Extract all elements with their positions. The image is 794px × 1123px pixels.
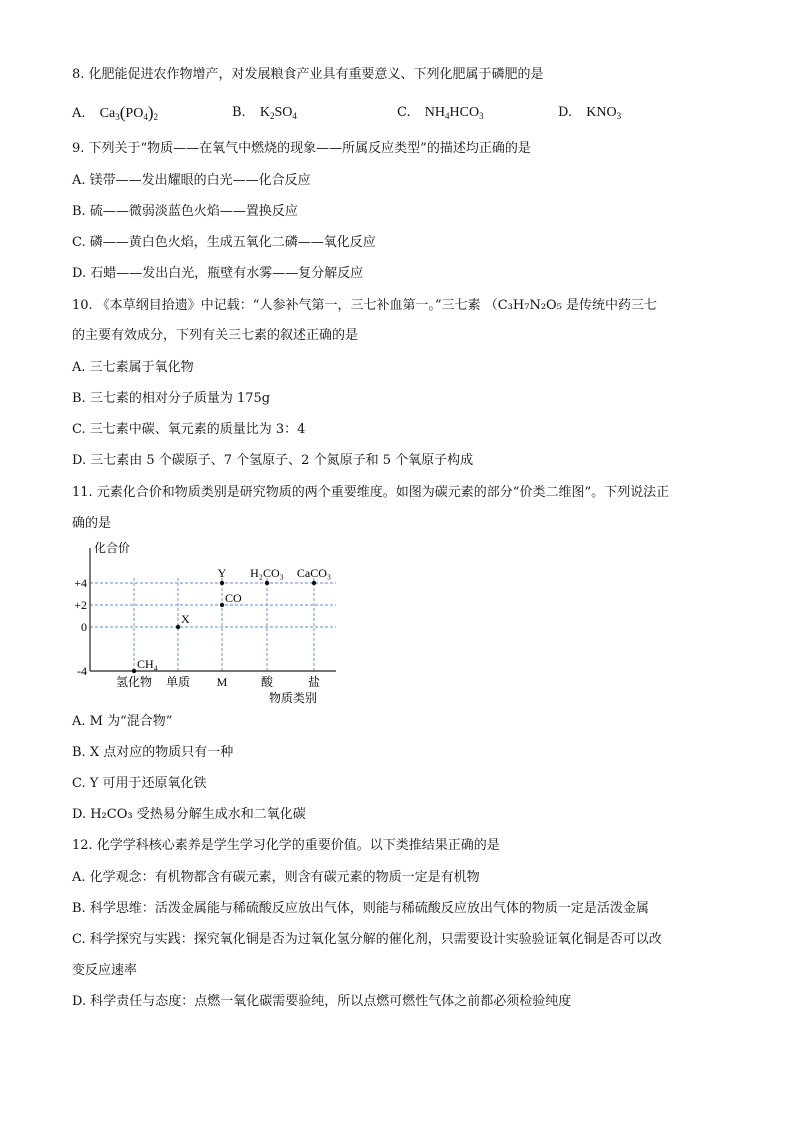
point-label: H₂CO₃: [250, 566, 284, 580]
q8-option-d-label: D.: [558, 105, 573, 120]
x-tick-label: 氢化物: [115, 675, 153, 689]
q12-stem: 12. 化学学科核心素养是学生学习化学的重要价值。以下类推结果正确的是: [72, 838, 500, 853]
data-point: [265, 581, 269, 585]
q8-option-b-formula: $K_2SO_4$: [259, 105, 297, 121]
y-tick-label: +4: [74, 576, 87, 590]
q8-option-b: [232, 104, 297, 125]
y-tick-label: 0: [81, 620, 87, 634]
q11-option-a: A. M 为“混合物”: [72, 714, 173, 729]
data-point: [220, 603, 224, 607]
valence-category-chart: [64, 538, 364, 710]
data-point: [176, 625, 180, 629]
q8-option-d: [558, 104, 621, 125]
q10-stem-line1: 10. 《本草纲目拾遗》中记载：“人参补气第一，三七补血第一。”三七素 （C₃H₇N₂O₅ 是传统中药三七: [72, 298, 658, 313]
point-label: X: [181, 612, 190, 626]
q8-option-b-label: B.: [232, 105, 246, 120]
y-tick-label: -4: [77, 664, 87, 678]
x-tick-label: 酸: [260, 675, 274, 689]
q8-option-c: [397, 104, 484, 125]
q10-option-d: D. 三七素由 5 个碳原子、7 个氢原子、2 个氮原子和 5 个氧原子构成: [72, 453, 474, 468]
point-label: CH₄: [137, 657, 158, 671]
q9-stem: 9. 下列关于“物质——在氧气中燃烧的现象——所属反应类型”的描述均正确的是: [72, 141, 531, 156]
x-tick-label: 单质: [165, 675, 191, 689]
q12-option-b: B. 科学思维：活泼金属能与稀硫酸反应放出气体，则能与稀硫酸反应放出气体的物质一定是活泼金属: [72, 901, 649, 916]
q11-option-c: C. Y 可用于还原氧化铁: [72, 776, 207, 791]
q9-option-a: A. 镁带——发出耀眼的白光——化合反应: [72, 173, 311, 188]
q11-stem-line2: 确的是: [72, 516, 112, 531]
q8-option-a-label: A.: [72, 106, 86, 121]
q8-option-d-formula: $KNO_3$: [586, 105, 622, 121]
q10-option-b: B. 三七素的相对分子质量为 175g: [72, 391, 271, 406]
data-point: [220, 581, 224, 585]
q10-stem-line2: 的主要有效成分，下列有关三七素的叙述正确的是: [72, 328, 359, 343]
q9-option-c: C. 磷——黄白色火焰，生成五氧化二磷——氧化反应: [72, 235, 376, 250]
q12-option-c-line1: C. 科学探究与实践：探究氧化铜是否为过氧化氢分解的催化剂，只需要设计实验验证氧化铜是否可以改: [72, 932, 662, 947]
q11-stem-line1: 11. 元素化合价和物质类别是研究物质的两个重要维度。如图为碳元素的部分“价类二维图”。下列说法正: [72, 485, 670, 500]
q8-option-a-formula: $Ca_3(PO_4)_2$: [99, 103, 158, 122]
q8-stem: 8. 化肥能促进农作物增产，对发展粮食产业具有重要意义、下列化肥属于磷肥的是: [72, 67, 544, 82]
q9-option-d: D. 石蜡——发出白光，瓶壁有水雾——复分解反应: [72, 266, 364, 281]
q12-option-d: D. 科学责任与态度：点燃一氧化碳需要验纯，所以点燃可燃性气体之前都必须检验纯度: [72, 994, 572, 1009]
x-tick-label: 盐: [307, 675, 321, 689]
point-label: Y: [217, 566, 227, 580]
point-label: CO: [225, 591, 242, 605]
q10-option-a: A. 三七素属于氧化物: [72, 360, 194, 375]
q12-option-a: A. 化学观念：有机物都含有碳元素，则含有碳元素的物质一定是有机物: [72, 870, 480, 885]
x-tick-label: M: [216, 675, 228, 689]
data-point: [312, 581, 316, 585]
q8-option-c-formula: $NH_4HCO_3$: [424, 105, 484, 121]
x-axis-label: 物质类别: [268, 691, 318, 705]
data-point: [132, 669, 136, 673]
q8-option-c-label: C.: [397, 105, 411, 120]
q8-option-a: [72, 104, 158, 126]
y-tick-label: +2: [74, 598, 87, 612]
q12-option-c-line2: 变反应速率: [72, 963, 138, 978]
y-axis-label: 化合价: [94, 541, 131, 555]
point-label: CaCO₃: [296, 566, 332, 580]
q11-option-b: B. X 点对应的物质只有一种: [72, 745, 234, 760]
q10-option-c: C. 三七素中碳、氧元素的质量比为 3：4: [72, 422, 306, 437]
q11-option-d: D. H₂CO₃ 受热易分解生成水和二氧化碳: [72, 807, 306, 822]
q9-option-b: B. 硫——微弱淡蓝色火焰——置换反应: [72, 204, 298, 219]
